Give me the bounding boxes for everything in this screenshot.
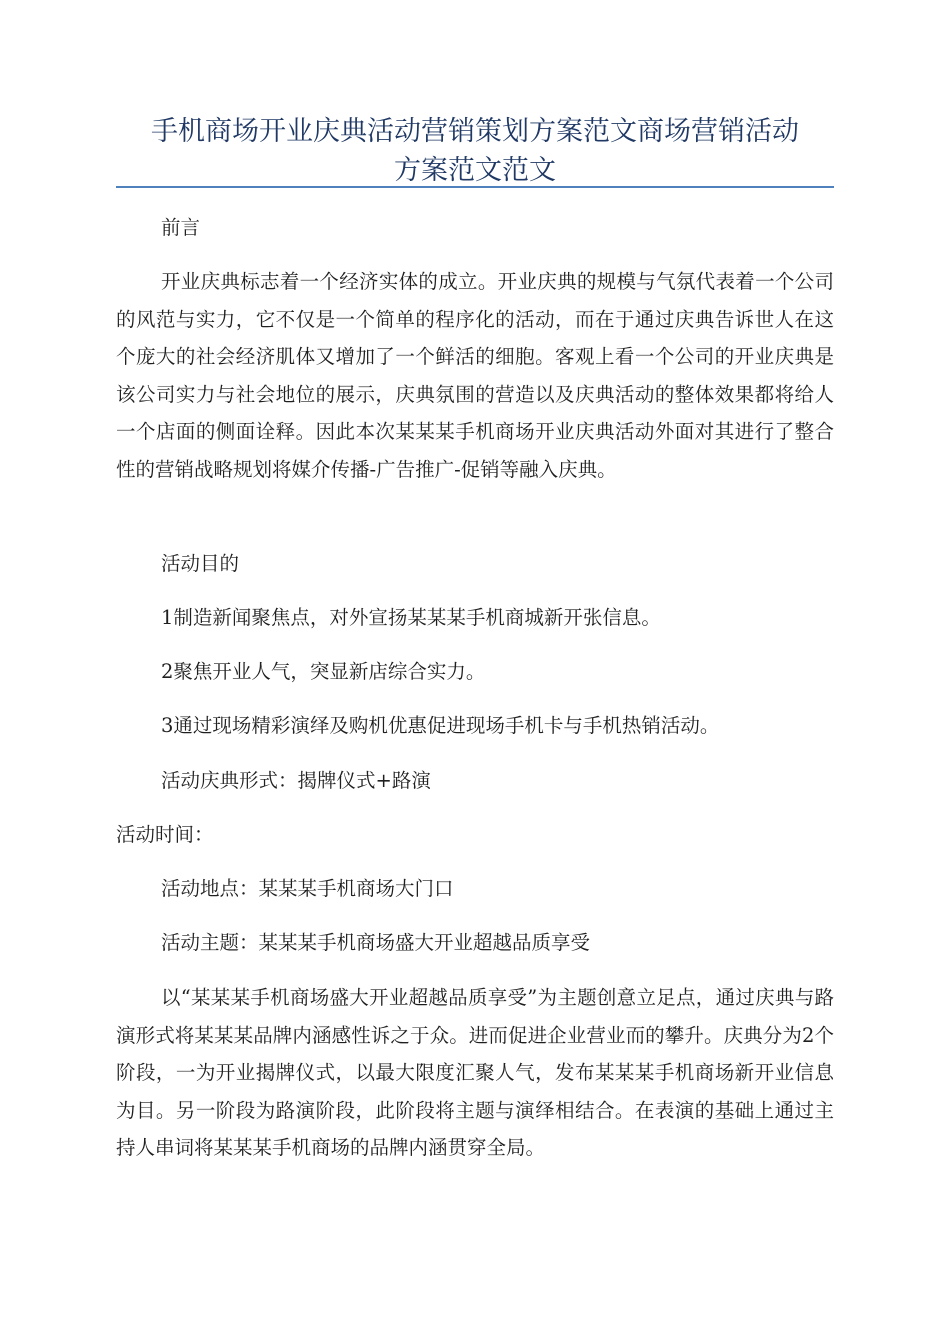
purpose-item-3: 3通过现场精彩演绎及购机优惠促进现场手机卡与手机热销活动。 [161,714,720,737]
form-line: 活动庆典形式：揭牌仪式+路演 [161,769,431,792]
title-line-2: 方案范文范文 [394,155,556,186]
theme-line: 活动主题：某某某手机商场盛大开业超越品质享受 [161,931,591,954]
title-line-1: 手机商场开业庆典活动营销策划方案范文商场营销活动 [151,116,799,147]
purpose-item-1: 1制造新闻聚焦点，对外宣扬某某某手机商城新开张信息。 [161,606,661,629]
purpose-item-2: 2聚焦开业人气，突显新店综合实力。 [161,660,486,683]
theme-body: 以“某某某手机商场盛大开业超越品质享受”为主题创意立足点，通过庆典与路演形式将某某某品牌内涵感性诉之于众。进而促进企业营业而的攀升。庆典分为2个阶段，一为开业揭牌仪式，以最大限度汇聚人气，发布某某某手机商场新开业信息为目。另一阶段为路演阶段，此阶段将主题与演绎相结合。在表演的基础上通过主持人串词将某某某手机商场的品牌内涵贯穿全局。 [116,986,834,1159]
time-line: 活动时间： [116,823,214,846]
purpose-heading: 活动目的 [161,552,240,575]
preface-body: 开业庆典标志着一个经济实体的成立。开业庆典的规模与气氛代表着一个公司的风范与实力，它不仅是一个简单的程序化的活动，而在于通过庆典告诉世人在这个庞大的社会经济肌体又增加了一个鲜活的细胞。客观上看一个公司的开业庆典是该公司实力与社会地位的展示，庆典氛围的营造以及庆典活动的整体效果都将给人一个店面的侧面诠释。因此本次某某某手机商场开业庆典活动外面对其进行了整合性的营销战略规划将媒介传播-广告推广-促销等融入庆典。 [116,270,834,481]
title-underline [116,186,834,188]
location-line: 活动地点：某某某手机商场大门口 [161,877,454,900]
document-title [116,112,834,190]
preface-heading: 前言 [161,216,201,239]
